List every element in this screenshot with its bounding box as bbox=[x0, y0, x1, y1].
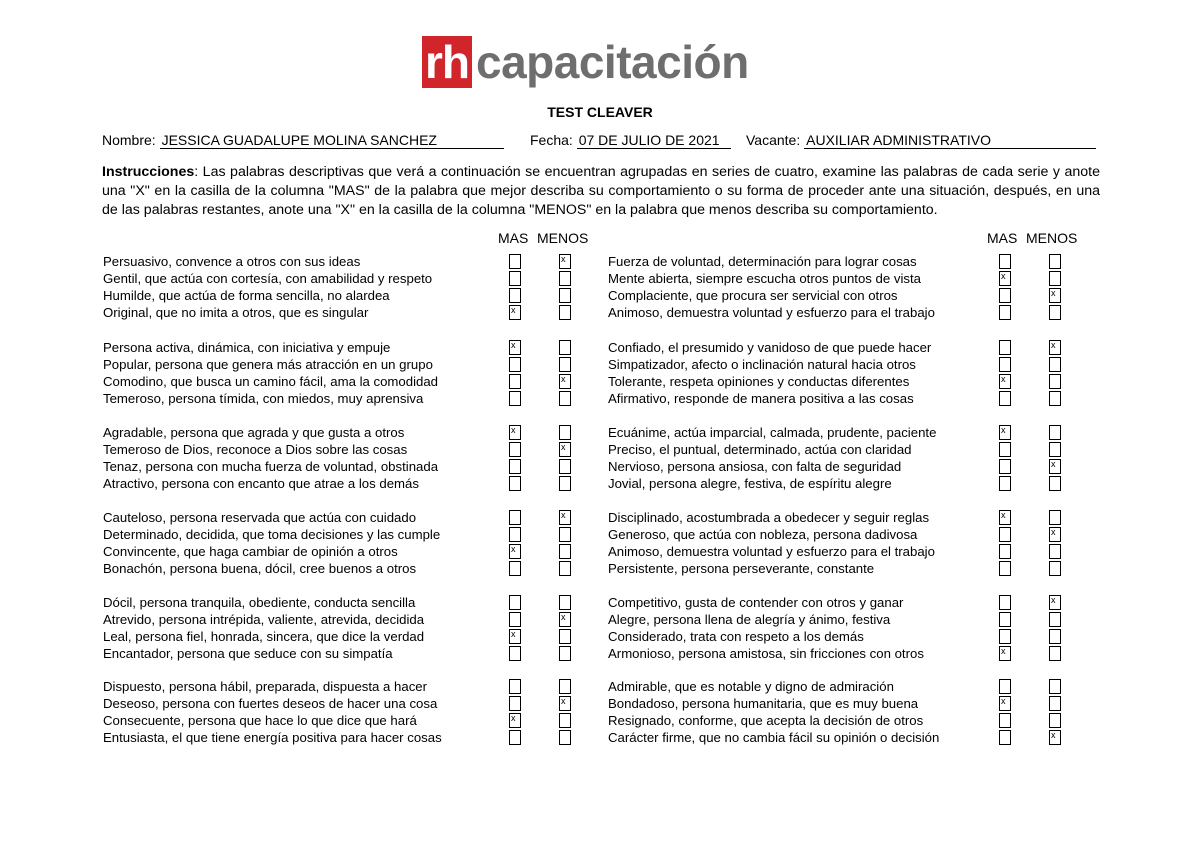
left-item-5-2: Atrevido, persona intrépida, valiente, atrevida, decidida bbox=[103, 612, 425, 627]
right-menos-checkbox-6-3[interactable] bbox=[1049, 713, 1061, 728]
right-mas-checkbox-6-3[interactable] bbox=[999, 713, 1011, 728]
left-mas-checkbox-4-3[interactable]: x bbox=[509, 544, 521, 559]
logo-wordmark: capacitación bbox=[476, 36, 749, 88]
left-item-4-4: Bonachón, persona buena, dócil, cree buenos a otros bbox=[103, 561, 417, 576]
right-item-5-4: Armonioso, persona amistosa, sin fricciones con otros bbox=[608, 646, 924, 661]
left-item-6-1: Dispuesto, persona hábil, preparada, dispuesta a hacer bbox=[103, 679, 428, 694]
left-item-3-1: Agradable, persona que agrada y que gusta a otros bbox=[103, 425, 405, 440]
left-item-5-1: Dócil, persona tranquila, obediente, conducta sencilla bbox=[103, 595, 416, 610]
left-item-2-2: Popular, persona que genera más atracción en un grupo bbox=[103, 357, 433, 372]
left-menos-header: MENOS bbox=[537, 230, 589, 246]
right-mas-checkbox-1-4[interactable] bbox=[999, 305, 1011, 320]
left-item-4-2: Determinado, decidida, que toma decisiones y las cumple bbox=[103, 527, 441, 542]
candidate-info-row bbox=[102, 132, 1102, 152]
left-item-3-4: Atractivo, persona con encanto que atrae a los demás bbox=[103, 476, 419, 491]
right-item-1-3: Complaciente, que procura ser servicial con otros bbox=[608, 288, 898, 303]
left-menos-checkbox-1-2[interactable] bbox=[559, 271, 571, 286]
left-menos-checkbox-3-1[interactable] bbox=[559, 425, 571, 440]
left-item-4-3: Convincente, que haga cambiar de opinión a otros bbox=[103, 544, 398, 559]
left-menos-checkbox-1-1[interactable]: x bbox=[559, 254, 571, 269]
left-mas-checkbox-3-3[interactable] bbox=[509, 459, 521, 474]
right-menos-checkbox-4-2[interactable]: x bbox=[1049, 527, 1061, 542]
left-mas-checkbox-5-1[interactable] bbox=[509, 595, 521, 610]
right-mas-checkbox-5-4[interactable]: x bbox=[999, 646, 1011, 661]
instructions-text: : Las palabras descriptivas que verá a continuación se encuentran agrupadas en series de cuatro, examine las palabras de cada serie y anote una "X" en la casilla de la columna "MAS" de la palabra que mejor describa su comportamiento o su forma de proceder ante una situación, después, en una de las palabras restantes, anote una "X" en la casilla de la columna "MENOS" en la palabra que menos describa su comportamiento. bbox=[102, 164, 1100, 218]
left-item-6-2: Deseoso, persona con fuertes deseos de hacer una cosa bbox=[103, 696, 438, 711]
right-menos-checkbox-5-2[interactable] bbox=[1049, 612, 1061, 627]
name-field bbox=[102, 132, 504, 149]
left-item-6-4: Entusiasta, el que tiene energía positiva para hacer cosas bbox=[103, 730, 442, 745]
right-menos-checkbox-3-4[interactable] bbox=[1049, 476, 1061, 491]
right-item-6-3: Resignado, conforme, que acepta la decisión de otros bbox=[608, 713, 924, 728]
left-item-3-3: Tenaz, persona con mucha fuerza de voluntad, obstinada bbox=[103, 459, 439, 474]
left-menos-checkbox-6-1[interactable] bbox=[559, 679, 571, 694]
right-item-2-2: Simpatizador, afecto o inclinación natural hacia otros bbox=[608, 357, 916, 372]
right-item-3-3: Nervioso, persona ansiosa, con falta de seguridad bbox=[608, 459, 902, 474]
right-menos-checkbox-1-3[interactable]: x bbox=[1049, 288, 1061, 303]
right-menos-checkbox-5-1[interactable]: x bbox=[1049, 595, 1061, 610]
left-mas-checkbox-6-3[interactable]: x bbox=[509, 713, 521, 728]
left-item-1-3: Humilde, que actúa de forma sencilla, no alardea bbox=[103, 288, 390, 303]
name-label: Nombre: bbox=[102, 132, 156, 148]
left-menos-checkbox-5-1[interactable] bbox=[559, 595, 571, 610]
right-mas-checkbox-4-1[interactable]: x bbox=[999, 510, 1011, 525]
left-menos-checkbox-4-4[interactable] bbox=[559, 561, 571, 576]
left-mas-checkbox-6-2[interactable] bbox=[509, 696, 521, 711]
left-mas-checkbox-1-3[interactable] bbox=[509, 288, 521, 303]
left-item-1-2: Gentil, que actúa con cortesía, con amabilidad y respeto bbox=[103, 271, 433, 286]
right-item-1-2: Mente abierta, siempre escucha otros puntos de vista bbox=[608, 271, 922, 286]
right-menos-checkbox-4-1[interactable] bbox=[1049, 510, 1061, 525]
right-item-1-4: Animoso, demuestra voluntad y esfuerzo para el trabajo bbox=[608, 305, 935, 320]
left-menos-checkbox-4-2[interactable] bbox=[559, 527, 571, 542]
right-menos-checkbox-2-2[interactable] bbox=[1049, 357, 1061, 372]
left-menos-checkbox-1-3[interactable] bbox=[559, 288, 571, 303]
left-mas-checkbox-1-2[interactable] bbox=[509, 271, 521, 286]
right-mas-checkbox-5-3[interactable] bbox=[999, 629, 1011, 644]
right-mas-checkbox-2-3[interactable]: x bbox=[999, 374, 1011, 389]
left-mas-checkbox-2-2[interactable] bbox=[509, 357, 521, 372]
right-item-2-1: Confiado, el presumido y vanidoso de que puede hacer bbox=[608, 340, 932, 355]
right-menos-checkbox-6-1[interactable] bbox=[1049, 679, 1061, 694]
right-mas-checkbox-3-2[interactable] bbox=[999, 442, 1011, 457]
left-item-1-1: Persuasivo, convence a otros con sus ideas bbox=[103, 254, 361, 269]
right-item-5-1: Competitivo, gusta de contender con otros y ganar bbox=[608, 595, 904, 610]
right-item-4-3: Animoso, demuestra voluntad y esfuerzo para el trabajo bbox=[608, 544, 935, 559]
left-mas-checkbox-2-1[interactable]: x bbox=[509, 340, 521, 355]
left-menos-checkbox-4-1[interactable]: x bbox=[559, 510, 571, 525]
right-mas-checkbox-4-2[interactable] bbox=[999, 527, 1011, 542]
date-label: Fecha: bbox=[530, 132, 573, 148]
right-menos-checkbox-4-4[interactable] bbox=[1049, 561, 1061, 576]
right-mas-checkbox-6-4[interactable] bbox=[999, 730, 1011, 745]
right-menos-checkbox-1-2[interactable] bbox=[1049, 271, 1061, 286]
right-menos-checkbox-5-4[interactable] bbox=[1049, 646, 1061, 661]
right-menos-checkbox-4-3[interactable] bbox=[1049, 544, 1061, 559]
left-mas-checkbox-5-4[interactable] bbox=[509, 646, 521, 661]
date-field bbox=[530, 132, 731, 149]
right-mas-checkbox-4-3[interactable] bbox=[999, 544, 1011, 559]
right-menos-checkbox-6-4[interactable]: x bbox=[1049, 730, 1061, 745]
vacancy-field bbox=[746, 132, 1096, 149]
right-menos-checkbox-3-1[interactable] bbox=[1049, 425, 1061, 440]
left-menos-checkbox-1-4[interactable] bbox=[559, 305, 571, 320]
left-item-2-3: Comodino, que busca un camino fácil, ama la comodidad bbox=[103, 374, 439, 389]
left-mas-checkbox-4-4[interactable] bbox=[509, 561, 521, 576]
right-menos-header: MENOS bbox=[1026, 230, 1078, 246]
vacancy-label: Vacante: bbox=[746, 132, 801, 148]
right-item-3-2: Preciso, el puntual, determinado, actúa con claridad bbox=[608, 442, 912, 457]
right-menos-checkbox-2-1[interactable]: x bbox=[1049, 340, 1061, 355]
right-menos-checkbox-3-2[interactable] bbox=[1049, 442, 1061, 457]
right-menos-checkbox-1-1[interactable] bbox=[1049, 254, 1061, 269]
right-item-2-4: Afirmativo, responde de manera positiva a las cosas bbox=[608, 391, 914, 406]
right-item-3-1: Ecuánime, actúa imparcial, calmada, prudente, paciente bbox=[608, 425, 937, 440]
left-mas-checkbox-4-1[interactable] bbox=[509, 510, 521, 525]
page-title: TEST CLEAVER bbox=[547, 104, 653, 120]
left-item-4-1: Cauteloso, persona reservada que actúa con cuidado bbox=[103, 510, 417, 525]
left-item-2-4: Temeroso, persona tímida, con miedos, muy aprensiva bbox=[103, 391, 424, 406]
left-menos-checkbox-5-2[interactable]: x bbox=[559, 612, 571, 627]
right-menos-checkbox-5-3[interactable] bbox=[1049, 629, 1061, 644]
right-item-4-2: Generoso, que actúa con nobleza, persona dadivosa bbox=[608, 527, 918, 542]
right-mas-checkbox-3-3[interactable] bbox=[999, 459, 1011, 474]
left-mas-checkbox-5-3[interactable]: x bbox=[509, 629, 521, 644]
logo-mark: rh bbox=[422, 36, 472, 88]
right-mas-checkbox-2-1[interactable] bbox=[999, 340, 1011, 355]
right-mas-checkbox-1-1[interactable] bbox=[999, 254, 1011, 269]
left-mas-checkbox-5-2[interactable] bbox=[509, 612, 521, 627]
right-mas-checkbox-1-2[interactable]: x bbox=[999, 271, 1011, 286]
left-menos-checkbox-6-4[interactable] bbox=[559, 730, 571, 745]
right-item-5-2: Alegre, persona llena de alegría y ánimo, festiva bbox=[608, 612, 891, 627]
right-item-6-2: Bondadoso, persona humanitaria, que es muy buena bbox=[608, 696, 919, 711]
right-menos-checkbox-2-4[interactable] bbox=[1049, 391, 1061, 406]
left-mas-checkbox-6-1[interactable] bbox=[509, 679, 521, 694]
left-menos-checkbox-3-4[interactable] bbox=[559, 476, 571, 491]
left-item-3-2: Temeroso de Dios, reconoce a Dios sobre las cosas bbox=[103, 442, 408, 457]
right-menos-checkbox-2-3[interactable] bbox=[1049, 374, 1061, 389]
left-mas-checkbox-4-2[interactable] bbox=[509, 527, 521, 542]
left-menos-checkbox-2-4[interactable] bbox=[559, 391, 571, 406]
left-menos-checkbox-6-2[interactable]: x bbox=[559, 696, 571, 711]
left-mas-checkbox-3-2[interactable] bbox=[509, 442, 521, 457]
left-menos-checkbox-2-2[interactable] bbox=[559, 357, 571, 372]
right-mas-checkbox-6-1[interactable] bbox=[999, 679, 1011, 694]
right-mas-checkbox-3-4[interactable] bbox=[999, 476, 1011, 491]
left-mas-checkbox-2-3[interactable] bbox=[509, 374, 521, 389]
right-item-2-3: Tolerante, respeta opiniones y conductas diferentes bbox=[608, 374, 910, 389]
left-mas-header: MAS bbox=[498, 230, 529, 246]
right-mas-checkbox-5-2[interactable] bbox=[999, 612, 1011, 627]
right-mas-checkbox-6-2[interactable]: x bbox=[999, 696, 1011, 711]
left-menos-checkbox-3-3[interactable] bbox=[559, 459, 571, 474]
right-item-5-3: Considerado, trata con respeto a los demás bbox=[608, 629, 864, 644]
left-menos-checkbox-6-3[interactable] bbox=[559, 713, 571, 728]
instructions-paragraph bbox=[102, 163, 1100, 220]
right-mas-header: MAS bbox=[987, 230, 1018, 246]
right-mas-checkbox-2-2[interactable] bbox=[999, 357, 1011, 372]
right-item-4-1: Disciplinado, acostumbrada a obedecer y seguir reglas bbox=[608, 510, 930, 525]
left-mas-checkbox-2-4[interactable] bbox=[509, 391, 521, 406]
left-item-2-1: Persona activa, dinámica, con iniciativa y empuje bbox=[103, 340, 391, 355]
left-item-5-3: Leal, persona fiel, honrada, sincera, que dice la verdad bbox=[103, 629, 425, 644]
right-mas-checkbox-5-1[interactable] bbox=[999, 595, 1011, 610]
left-menos-checkbox-5-4[interactable] bbox=[559, 646, 571, 661]
right-item-6-1: Admirable, que es notable y digno de admiración bbox=[608, 679, 894, 694]
right-mas-checkbox-3-1[interactable]: x bbox=[999, 425, 1011, 440]
left-mas-checkbox-3-1[interactable]: x bbox=[509, 425, 521, 440]
left-mas-checkbox-6-4[interactable] bbox=[509, 730, 521, 745]
right-mas-checkbox-2-4[interactable] bbox=[999, 391, 1011, 406]
company-logo bbox=[422, 36, 749, 88]
right-item-1-1: Fuerza de voluntad, determinación para lograr cosas bbox=[608, 254, 917, 269]
right-mas-checkbox-1-3[interactable] bbox=[999, 288, 1011, 303]
name-value: JESSICA GUADALUPE MOLINA SANCHEZ bbox=[160, 133, 504, 149]
date-value: 07 DE JULIO DE 2021 bbox=[577, 133, 731, 149]
right-menos-checkbox-1-4[interactable] bbox=[1049, 305, 1061, 320]
right-item-4-4: Persistente, persona perseverante, constante bbox=[608, 561, 875, 576]
vacancy-value: AUXILIAR ADMINISTRATIVO bbox=[804, 133, 1096, 149]
left-menos-checkbox-3-2[interactable]: x bbox=[559, 442, 571, 457]
left-mas-checkbox-1-4[interactable]: x bbox=[509, 305, 521, 320]
left-mas-checkbox-3-4[interactable] bbox=[509, 476, 521, 491]
left-item-6-3: Consecuente, persona que hace lo que dice que hará bbox=[103, 713, 417, 728]
left-menos-checkbox-4-3[interactable] bbox=[559, 544, 571, 559]
right-item-3-4: Jovial, persona alegre, festiva, de espíritu alegre bbox=[608, 476, 892, 491]
left-mas-checkbox-1-1[interactable] bbox=[509, 254, 521, 269]
right-menos-checkbox-6-2[interactable] bbox=[1049, 696, 1061, 711]
instructions-label: Instrucciones bbox=[102, 164, 195, 180]
right-item-6-4: Carácter firme, que no cambia fácil su opinión o decisión bbox=[608, 730, 940, 745]
right-mas-checkbox-4-4[interactable] bbox=[999, 561, 1011, 576]
left-item-5-4: Encantador, persona que seduce con su simpatía bbox=[103, 646, 393, 661]
left-menos-checkbox-2-1[interactable] bbox=[559, 340, 571, 355]
left-menos-checkbox-5-3[interactable] bbox=[559, 629, 571, 644]
left-item-1-4: Original, que no imita a otros, que es singular bbox=[103, 305, 369, 320]
right-menos-checkbox-3-3[interactable]: x bbox=[1049, 459, 1061, 474]
left-menos-checkbox-2-3[interactable]: x bbox=[559, 374, 571, 389]
